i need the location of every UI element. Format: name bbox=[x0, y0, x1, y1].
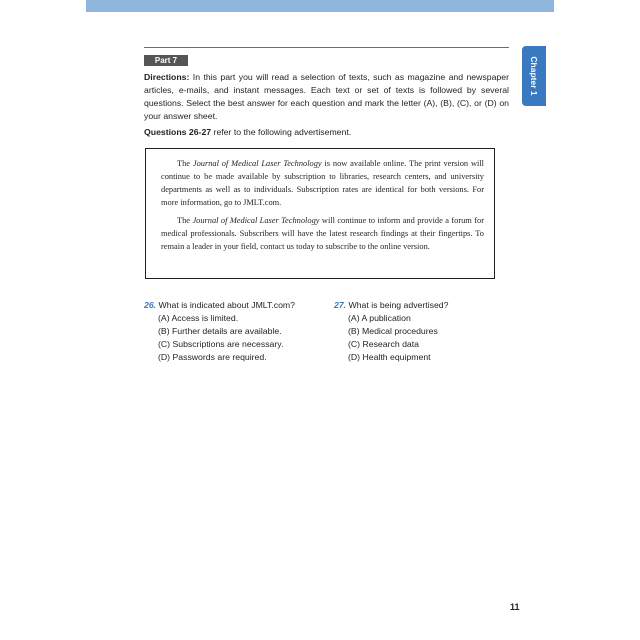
ad-paragraph-2 bbox=[161, 214, 484, 253]
question-prompt: What is being advertised? bbox=[348, 300, 449, 310]
question-number: 27. bbox=[334, 300, 347, 310]
answer-option-b: (B) Further details are available. bbox=[158, 326, 282, 336]
ad-p1-body: is now available online. The print version will continue to be made available by subscription to libraries, research centers, and university departments as well as to individuals. Subscription rates are identical for both versions. For more information, go to JMLT.com. bbox=[161, 159, 484, 207]
ad-p2-body: will continue to inform and provide a forum for medical professionals. Subscribers will have the latest research findings at their fingertips. To remain a leader in your field, contact us today to subscribe to the online version. bbox=[161, 216, 484, 251]
ad-p1-lead: The bbox=[177, 159, 193, 168]
directions-text: In this part you will read a selection of texts, such as magazine and newspaper articles, e-mails, and instant messages. Each text or set of texts is followed by several questions. Select the best answer for each question and mark the letter (A), (B), (C), or (D) on your answer sheet. bbox=[144, 72, 509, 121]
part-divider-line bbox=[144, 47, 509, 48]
question-number: 26. bbox=[144, 300, 157, 310]
questions-reference bbox=[144, 127, 351, 137]
advertisement-box bbox=[145, 148, 495, 279]
chapter-tab bbox=[522, 46, 546, 106]
answer-option-d: (D) Health equipment bbox=[348, 352, 431, 362]
questions-ref-text: refer to the following advertisement. bbox=[213, 127, 352, 137]
answer-option-d: (D) Passwords are required. bbox=[158, 352, 267, 362]
answer-option-c: (C) Subscriptions are necessary. bbox=[158, 339, 284, 349]
page-number: 11 bbox=[510, 602, 520, 612]
question-line bbox=[334, 299, 448, 312]
question-26 bbox=[144, 299, 295, 364]
top-color-band bbox=[86, 0, 554, 12]
answer-option-c: (C) Research data bbox=[348, 339, 419, 349]
part-badge: Part 7 bbox=[144, 55, 188, 66]
answer-option-a: (A) A publication bbox=[348, 313, 411, 323]
directions-label: Directions: bbox=[144, 72, 190, 82]
answer-option-b: (B) Medical procedures bbox=[348, 326, 438, 336]
chapter-tab-label: Chapter 1 bbox=[529, 56, 539, 96]
ad-paragraph-1 bbox=[161, 157, 484, 209]
question-prompt: What is indicated about JMLT.com? bbox=[158, 300, 295, 310]
journal-title: Journal of Medical Laser Technology bbox=[192, 216, 320, 225]
journal-title: Journal of Medical Laser Technology bbox=[192, 159, 322, 168]
question-27 bbox=[334, 299, 448, 364]
question-line bbox=[144, 299, 295, 312]
questions-range: Questions 26-27 bbox=[144, 127, 212, 137]
answer-option-a: (A) Access is limited. bbox=[158, 313, 239, 323]
ad-p2-lead: The bbox=[177, 216, 193, 225]
directions bbox=[144, 71, 509, 123]
